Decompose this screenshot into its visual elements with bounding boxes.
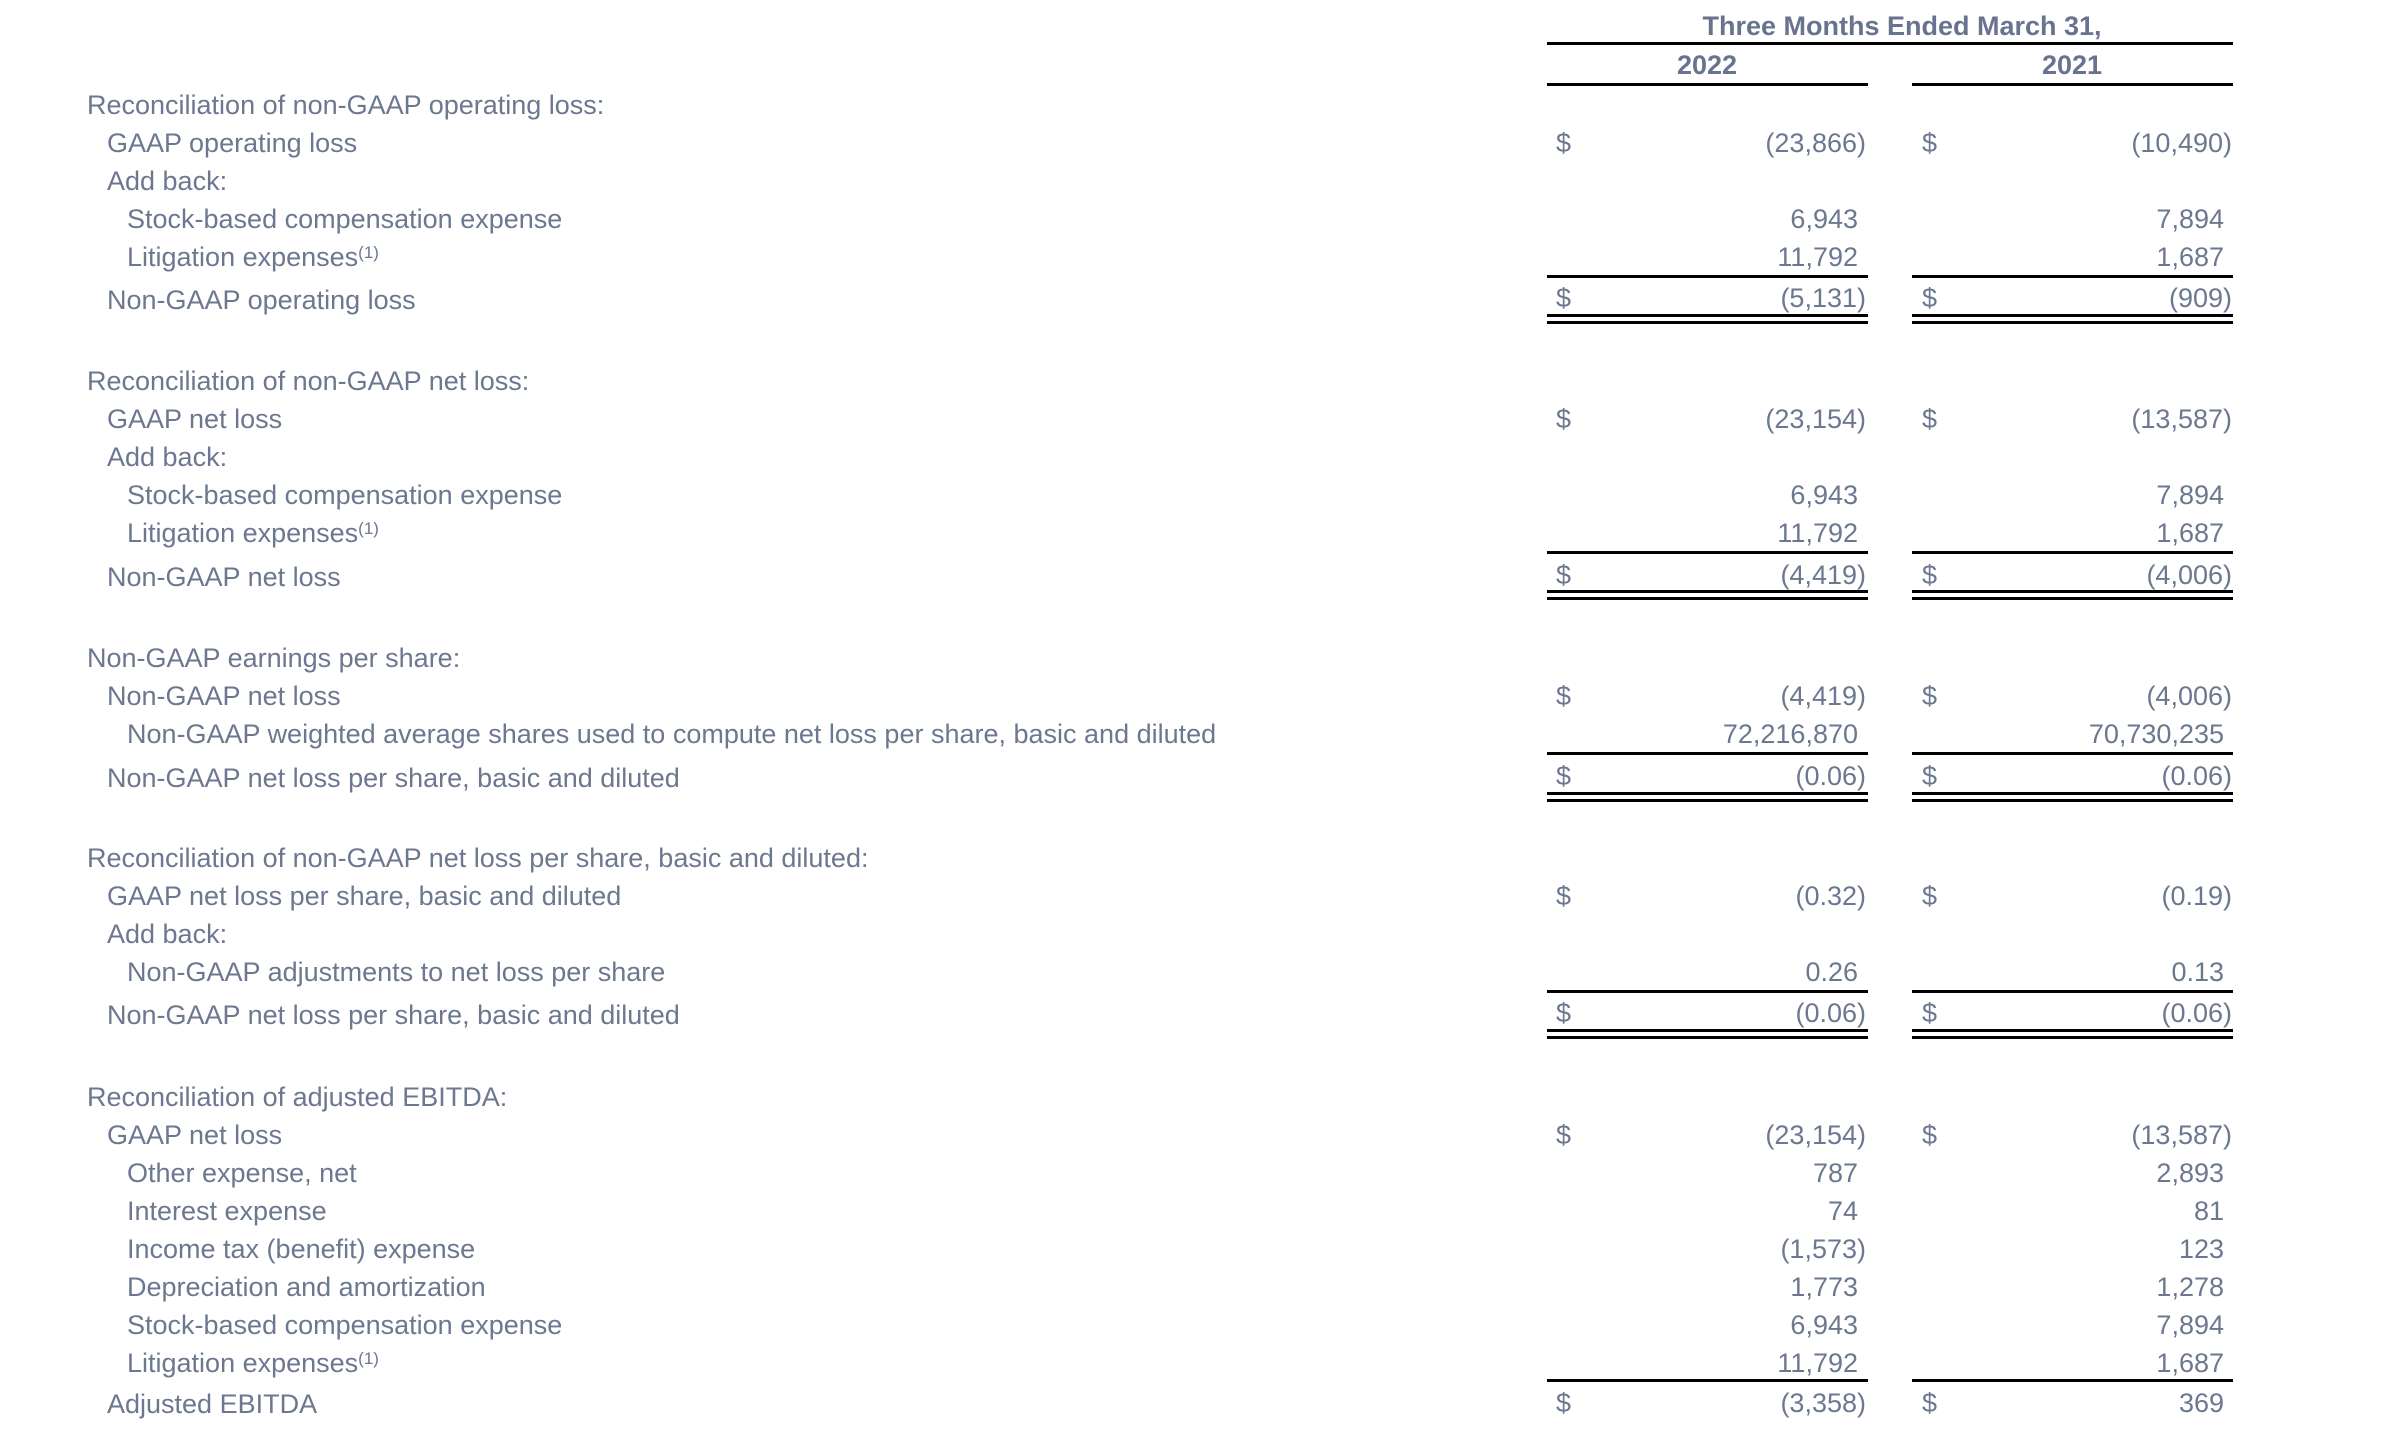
row-label: Income tax (benefit) expense xyxy=(127,1234,476,1264)
row-label-total: Non-GAAP net loss per share, basic and diluted xyxy=(107,763,680,793)
total-double-rule xyxy=(1912,590,2233,600)
subtotal-rule xyxy=(1547,275,1868,278)
row-label-litigation: Litigation expenses$^{(1)}$ xyxy=(127,1348,379,1378)
dollar-sign: $ xyxy=(1556,998,1572,1028)
total-double-rule xyxy=(1912,1029,2233,1039)
row-label: Stock-based compensation expense xyxy=(127,204,563,234)
total-double-rule xyxy=(1547,314,1868,324)
value-2022: (0.32) xyxy=(1795,881,1866,911)
dollar-sign: $ xyxy=(1556,1388,1572,1418)
dollar-sign: $ xyxy=(1556,761,1572,791)
row-label: Stock-based compensation expense xyxy=(127,1310,563,1340)
value-2021: 123 xyxy=(2178,1234,2224,1264)
row-label: Non-GAAP adjustments to net loss per share xyxy=(127,957,666,987)
value-2021: 7,894 xyxy=(2156,1310,2224,1340)
dollar-sign: $ xyxy=(1922,1120,1938,1150)
dollar-sign: $ xyxy=(1556,404,1572,434)
dollar-sign: $ xyxy=(1922,681,1938,711)
row-label-litigation: Litigation expenses$^{(1)}$ xyxy=(127,518,379,548)
value-2022: 11,792 xyxy=(1777,1348,1858,1378)
column-header-2021: 2021 xyxy=(2041,50,2103,80)
value-2021: 1,687 xyxy=(2156,1348,2224,1378)
column-rule-2022 xyxy=(1547,83,1868,86)
row-label: Add back: xyxy=(107,442,228,472)
value-2022: 11,792 xyxy=(1777,242,1858,272)
value-2022: 72,216,870 xyxy=(1722,719,1858,749)
value-2022: 787 xyxy=(1812,1158,1858,1188)
value-2021: 7,894 xyxy=(2156,480,2224,510)
value-2022: (3,358) xyxy=(1780,1388,1866,1418)
value-2022: 11,792 xyxy=(1777,518,1858,548)
value-2021: (13,587) xyxy=(2131,404,2232,434)
header-rule xyxy=(1547,42,2233,45)
value-2022: 1,773 xyxy=(1790,1272,1858,1302)
subtotal-rule xyxy=(1912,551,2233,554)
value-2022: 6,943 xyxy=(1790,1310,1858,1340)
subtotal-rule xyxy=(1547,752,1868,755)
dollar-sign: $ xyxy=(1922,761,1938,791)
dollar-sign: $ xyxy=(1556,881,1572,911)
row-label: Non-GAAP net loss xyxy=(107,681,341,711)
total-double-rule xyxy=(1912,314,2233,324)
subtotal-rule xyxy=(1547,990,1868,993)
period-header: Three Months Ended March 31, xyxy=(1702,11,2102,41)
column-rule-2021 xyxy=(1912,83,2233,86)
value-2021: (13,587) xyxy=(2131,1120,2232,1150)
value-2021: (4,006) xyxy=(2146,681,2232,711)
value-2022: (4,419) xyxy=(1780,560,1866,590)
row-label-total: Non-GAAP net loss per share, basic and diluted xyxy=(107,1000,680,1030)
row-label: GAAP net loss xyxy=(107,1120,283,1150)
dollar-sign: $ xyxy=(1556,560,1572,590)
row-label-total: Adjusted EBITDA xyxy=(107,1389,318,1419)
value-2022: 0.26 xyxy=(1805,957,1858,987)
row-label-total: Non-GAAP operating loss xyxy=(107,285,416,315)
section-title-net-loss: Reconciliation of non-GAAP net loss: xyxy=(87,366,530,396)
subtotal-rule xyxy=(1912,1379,2233,1382)
section-title-per-share: Reconciliation of non-GAAP net loss per share, basic and diluted: xyxy=(87,843,869,873)
row-label: Non-GAAP weighted average shares used to compute net loss per share, basic and diluted xyxy=(127,719,1217,749)
dollar-sign: $ xyxy=(1556,681,1572,711)
value-2022: (23,154) xyxy=(1765,1120,1866,1150)
total-double-rule xyxy=(1547,1029,1868,1039)
subtotal-rule xyxy=(1547,551,1868,554)
dollar-sign: $ xyxy=(1922,283,1938,313)
dollar-sign: $ xyxy=(1922,881,1938,911)
value-2021: 7,894 xyxy=(2156,204,2224,234)
value-2022: 6,943 xyxy=(1790,480,1858,510)
dollar-sign: $ xyxy=(1556,128,1572,158)
value-2022: (1,573) xyxy=(1780,1234,1866,1264)
dollar-sign: $ xyxy=(1556,1120,1572,1150)
value-2022: (0.06) xyxy=(1795,761,1866,791)
total-double-rule xyxy=(1547,792,1868,802)
value-2022: 6,943 xyxy=(1790,204,1858,234)
dollar-sign: $ xyxy=(1922,560,1938,590)
total-double-rule xyxy=(1547,590,1868,600)
row-label-total: Non-GAAP net loss xyxy=(107,562,341,592)
dollar-sign: $ xyxy=(1922,998,1938,1028)
value-2021: 369 xyxy=(2178,1388,2224,1418)
dollar-sign: $ xyxy=(1556,283,1572,313)
value-2022: (5,131) xyxy=(1780,283,1866,313)
row-label: GAAP operating loss xyxy=(107,128,358,158)
value-2021: (0.06) xyxy=(2161,998,2232,1028)
row-label: Interest expense xyxy=(127,1196,327,1226)
subtotal-rule xyxy=(1912,275,2233,278)
total-double-rule xyxy=(1912,792,2233,802)
row-label: Add back: xyxy=(107,919,228,949)
dollar-sign: $ xyxy=(1922,404,1938,434)
value-2022: (23,866) xyxy=(1765,128,1866,158)
row-label: GAAP net loss per share, basic and diluted xyxy=(107,881,622,911)
value-2022: 74 xyxy=(1827,1196,1858,1226)
row-label: Other expense, net xyxy=(127,1158,357,1188)
footnote-marker: (1) xyxy=(358,243,379,262)
section-title-eps: Non-GAAP earnings per share: xyxy=(87,643,461,673)
dollar-sign: $ xyxy=(1922,1388,1938,1418)
section-title-adjusted-ebitda: Reconciliation of adjusted EBITDA: xyxy=(87,1082,508,1112)
value-2021: (909) xyxy=(2168,283,2232,313)
value-2021: 1,687 xyxy=(2156,518,2224,548)
value-2021: (0.06) xyxy=(2161,761,2232,791)
column-header-2022: 2022 xyxy=(1676,50,1738,80)
dollar-sign: $ xyxy=(1922,128,1938,158)
row-label-litigation: Litigation expenses$^{(1)}$ xyxy=(127,242,379,272)
row-label: Add back: xyxy=(107,166,228,196)
value-2021: 0.13 xyxy=(2171,957,2224,987)
value-2022: (23,154) xyxy=(1765,404,1866,434)
value-2021: 1,687 xyxy=(2156,242,2224,272)
value-2021: 2,893 xyxy=(2156,1158,2224,1188)
subtotal-rule xyxy=(1912,990,2233,993)
row-label: Stock-based compensation expense xyxy=(127,480,563,510)
value-2022: (0.06) xyxy=(1795,998,1866,1028)
value-2021: 1,278 xyxy=(2156,1272,2224,1302)
value-2022: (4,419) xyxy=(1780,681,1866,711)
value-2021: (4,006) xyxy=(2146,560,2232,590)
footnote-marker: (1) xyxy=(358,1349,379,1368)
row-label: Depreciation and amortization xyxy=(127,1272,486,1302)
subtotal-rule xyxy=(1912,752,2233,755)
value-2021: 81 xyxy=(2193,1196,2224,1226)
value-2021: (10,490) xyxy=(2131,128,2232,158)
footnote-marker: (1) xyxy=(358,519,379,538)
row-label: GAAP net loss xyxy=(107,404,283,434)
subtotal-rule xyxy=(1547,1379,1868,1382)
section-title-operating-loss: Reconciliation of non-GAAP operating loss: xyxy=(87,90,605,120)
value-2021: 70,730,235 xyxy=(2088,719,2224,749)
value-2021: (0.19) xyxy=(2161,881,2232,911)
